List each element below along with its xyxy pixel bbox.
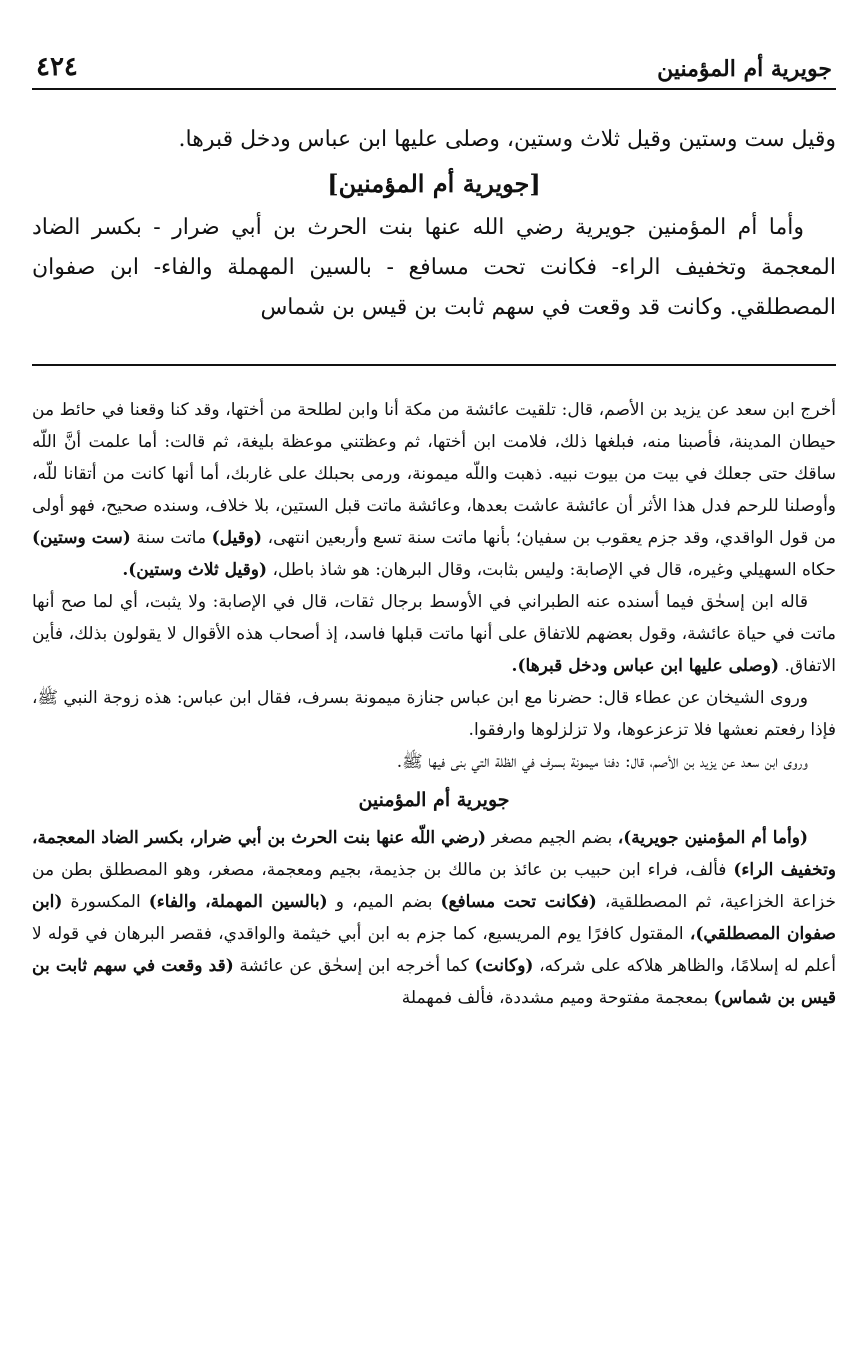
note-paragraph-1 (32, 394, 836, 586)
running-title: جويرية أم المؤمنين (657, 56, 832, 82)
note-bold: (فكانت تحت مسافع) (440, 892, 597, 912)
note-text: المكسورة (70, 892, 141, 912)
note-paragraph-2 (32, 586, 836, 682)
note-text: أخرج ابن سعد عن يزيد بن الأصم، قال: تلقيت عائشة من مكة أنا وابن لطلحة من أختها، وقد كنا وقعنا في حائط من حيطان المدينة، فأصبنا منه، فبلغها ذلك، فلامت ابن أختها، ثم وعظتني موعظة بليغة، ثم قالت: أما علمت أنَّ اللّه ساقك حتى جعلك في بيت من بيوت نبيه. ذهبت واللّه ميمونة، ورمى بحبلك على غاربك، أما أنها كانت من أتقانا للّه، وأوصلنا للرحم فدل هذا الأثر أن عائشة عاشت بعدها، وعائشة ماتت قبل الستين، بلا خلاف، وسنده صحيح، فهو أولى من قول الواقدي، وقد جزم يعقوب بن سفيان؛ بأنها ماتت سنة تسع وأربعين انتهى، (32, 400, 837, 548)
note-paragraph-4: وروى ابن سعد عن يزيد بن الأصم، قال: دفنا ميمونة بسرف في الظلة التي بنى فيها ﷺ. (396, 752, 808, 772)
note-text: كما أخرجه ابن إسحٰق عن عائشة (239, 956, 469, 976)
note-bold: (وصلى عليها ابن عباس ودخل قبرها). (511, 656, 780, 676)
book-page (32, 40, 836, 1340)
note-text: بضم الميم، و (335, 892, 433, 912)
note-bold: (وقيل ثلاث وستين). (122, 560, 268, 580)
commentary (32, 394, 836, 1014)
note-bold: (ابن صفوان المصطلقي)، (32, 892, 836, 944)
note-text: حكاه السهيلي وغيره، قال في الإصابة: وليس بثابت، وقال البرهان: هو شاذ باطل، (272, 560, 836, 580)
main-text (32, 120, 836, 328)
note-text: فألف، فراء ابن حبيب بن عائذ بن مالك بن جذيمة، بجيم ومعجمة، مصغر، وهو المصطلق بطن من خزاعة الخزاعية، ثم المصطلقية، (32, 860, 837, 912)
note-text: بمعجمة مفتوحة وميم مشددة، فألف فمهملة (401, 988, 709, 1008)
note-bold: (وكانت) (474, 956, 534, 976)
note-text: المقتول كافرًا يوم المريسيع، كما جزم به ابن أبي خيثمة والواقدي، فقصر البرهان في قوله لا أعلم له إسلامًا، والظاهر هلاكه على شركه، (32, 924, 837, 976)
main-paragraph-2: وأما أم المؤمنين جويرية رضي الله عنها بنت الحرث بن أبي ضرار - بكسر الضاد المعجمة وتخفيف الراء- فكانت تحت مسافع - بالسين المهملة والفاء- ابن صفوان المصطلقي. وكانت قد وقعت في سهم ثابت بن قيس بن شماس (32, 215, 836, 320)
note-paragraph-3: وروى الشيخان عن عطاء قال: حضرنا مع ابن عباس جنازة ميمونة بسرف، فقال ابن عباس: هذه زوجة النبي ﷺ، فإذا رفعتم نعشها فلا تزعزعوها، ولا تزلزلوها وارفقوا. (32, 688, 836, 740)
page-header (32, 40, 836, 90)
note-bold: (ست وستين) (32, 528, 131, 548)
note-paragraph-5 (32, 822, 836, 1014)
note-bold: (وأما أم المؤمنين جويرية)، (617, 828, 808, 848)
note-text: بضم الجيم مصغر (491, 828, 613, 848)
section-title: [جويرية أم المؤمنين] (327, 169, 541, 198)
note-bold: (قد وقعت في سهم ثابت بن قيس بن شماس) (32, 956, 836, 1008)
page-number: ٤٢٤ (36, 52, 78, 82)
main-paragraph-1: وقيل ست وستين وقيل ثلاث وستين، وصلى عليها ابن عباس ودخل قبرها. (178, 127, 836, 152)
note-text: ماتت سنة (136, 528, 207, 548)
note-bold: (بالسين المهملة، والفاء) (148, 892, 328, 912)
footnote-divider (32, 364, 836, 366)
note-text: قاله ابن إسحٰق فيما أسنده عنه الطبراني في الأوسط برجال ثقات، قال في الإصابة: ولا يثبت، أي لما صح أنها ماتت في حياة عائشة، وقول بعضهم للاتفاق على أنها ماتت قبلها فاسد، إذ أصحاب هذه الأقوال لا يقولون بذلك، فأين الاتفاق. (32, 592, 836, 676)
note-bold: (وقيل) (211, 528, 263, 548)
note-section-title: جويرية أم المؤمنين (358, 789, 510, 811)
note-bold: (رضي اللّه عنها بنت الحرث بن أبي ضرار، بكسر الضاد المعجمة، وتخفيف الراء) (32, 828, 837, 880)
